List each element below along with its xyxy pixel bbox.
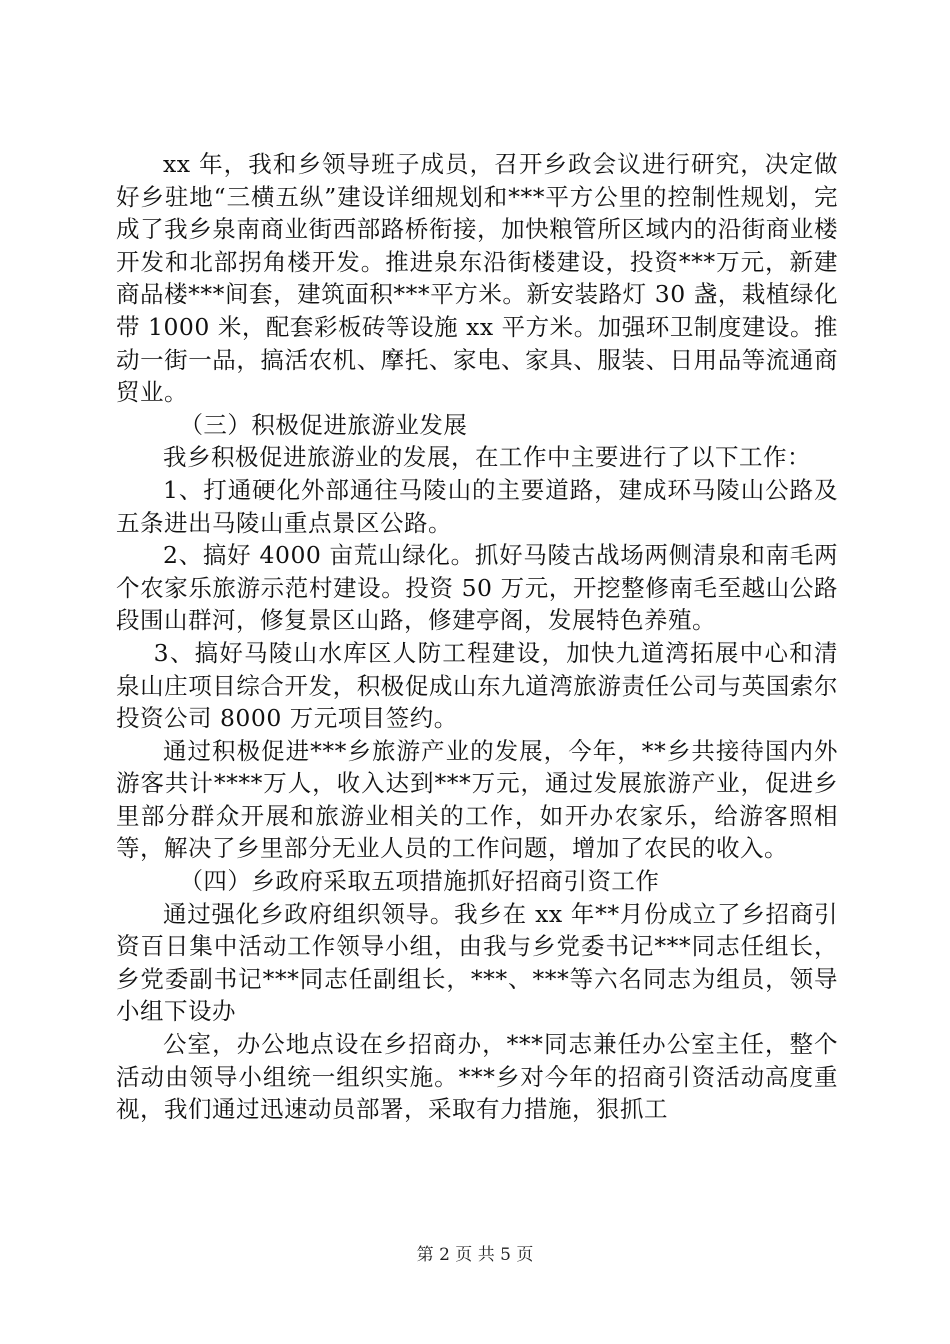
paragraph-tourism-item-2: 2、搞好 4000 亩荒山绿化。抓好马陵古战场两侧清泉和南毛两个农家乐旅游示范村建设。投资 50 万元，开挖整修南毛至越山公路段围山群河，修复景区山路，修建亭阁，发展特色养殖。 — [116, 541, 838, 635]
document-body — [116, 148, 838, 1126]
paragraph-investment-leadership: 通过强化乡政府组织领导。我乡在 xx 年**月份成立了乡招商引资百日集中活动工作领导小组，由我与乡党委书记***同志任组长，乡党委副书记***同志任副组长，***、***等六名同志为组员，领导小组下设办 — [116, 899, 838, 1026]
paragraph-tourism-intro: 我乡积极促进旅游业的发展，在工作中主要进行了以下工作： — [163, 443, 811, 472]
paragraph-tourism-item-1: 1、打通硬化外部通往马陵山的主要道路，建成环马陵山公路及五条进出马陵山重点景区公路。 — [116, 475, 838, 537]
paragraph-tourism-item-3: 3、搞好马陵山水库区人防工程建设，加快九道湾拓展中心和清泉山庄项目综合开发，积极促成山东九道湾旅游责任公司与英国索尔投资公司 8000 万元项目签约。 — [116, 638, 838, 733]
paragraph-planning: xx 年，我和乡领导班子成员，召开乡政会议进行研究，决定做好乡驻地“三横五纵”建设详细规划和***平方公里的控制性规划，完成了我乡泉南商业街西部路桥衔接，加快粮管所区域内的沿街商业楼开发和北部拐角楼开发。推进泉东沿街楼建设，投资***万元，新建商品楼***间套，建筑面积***平方米。新安装路灯 30 盏，栽植绿化带 1000 米，配套彩板砖等设施 xx 平方米。加强环卫制度建设。推动一街一品，搞活农机、摩托、家电、家具、服装、日用品等流通商贸业。 — [116, 150, 838, 407]
section-heading-tourism: （三）积极促进旅游业发展 — [179, 410, 468, 439]
section-heading-investment: （四）乡政府采取五项措施抓好招商引资工作 — [179, 867, 660, 896]
paragraph-investment-office: 公室，办公地点设在乡招商办，***同志兼任办公室主任，整个活动由领导小组统一组织实施。***乡对今年的招商引资活动高度重视，我们通过迅速动员部署，采取有力措施，狠抓工 — [116, 1030, 838, 1124]
page-number-footer: 第 2 页 共 5 页 — [416, 1245, 534, 1265]
paragraph-tourism-results: 通过积极促进***乡旅游产业的发展，今年，**乡共接待国内外游客共计****万人，收入达到***万元，通过发展旅游产业，促进乡里部分群众开展和旅游业相关的工作，如开办农家乐，给游客照相等，解决了乡里部分无业人员的工作问题，增加了农民的收入。 — [116, 736, 838, 863]
